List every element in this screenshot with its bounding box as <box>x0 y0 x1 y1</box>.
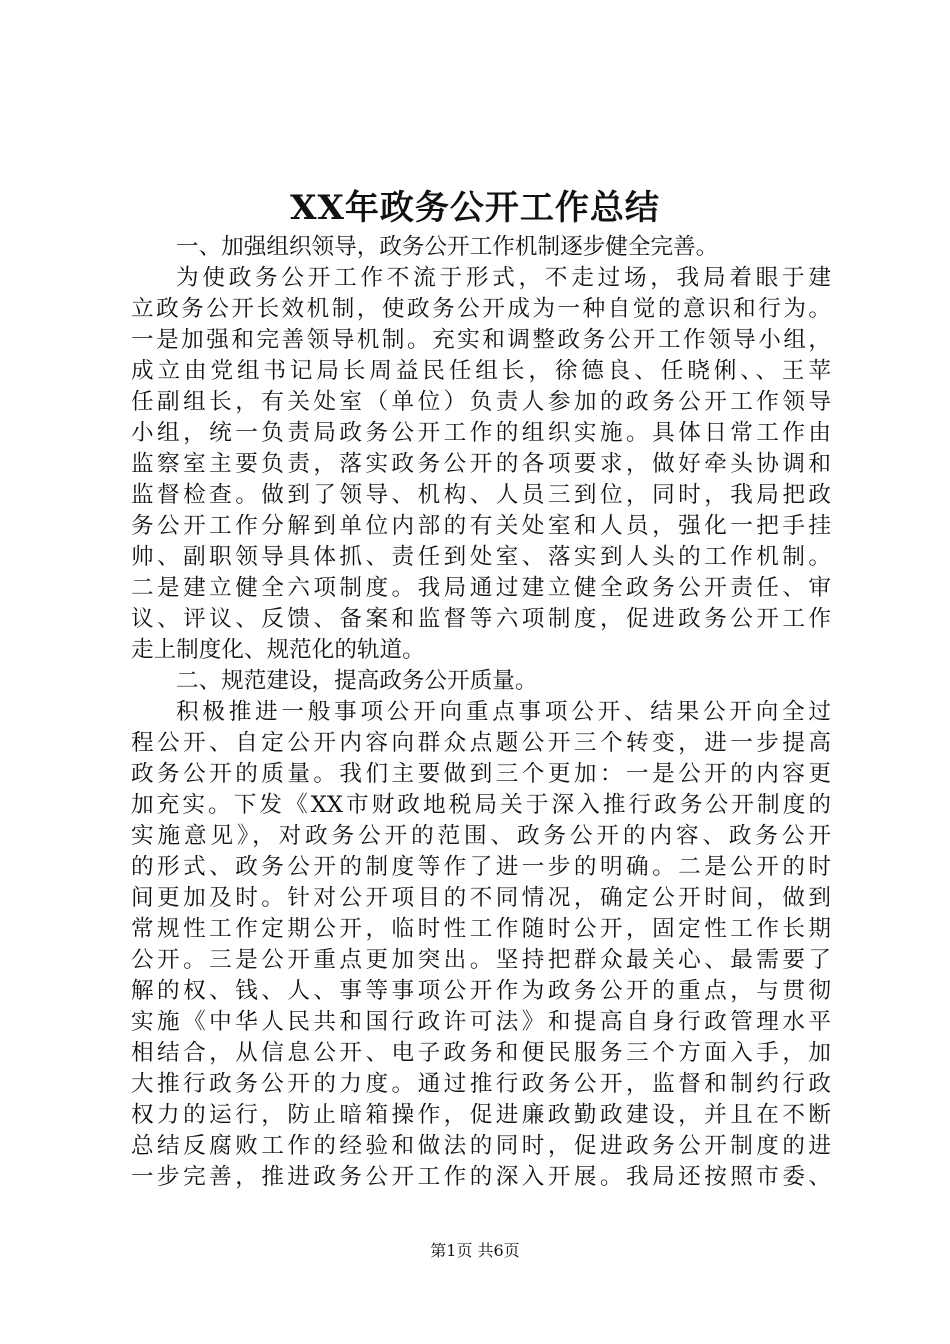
text-line: 任副组长，有关处室（单位）负责人参加的政务公开工作领导 <box>131 389 831 415</box>
text-line: 的形式、政务公开的制度等作了进一步的明确。二是公开的时 <box>131 854 831 880</box>
text-line: 务公开工作分解到单位内部的有关处室和人员，强化一把手挂 <box>131 513 831 539</box>
text-line: 总结反腐败工作的经验和做法的同时，促进政务公开制度的进 <box>131 1133 831 1159</box>
text-line: 帅、副职领导具体抓、责任到处室、落实到人头的工作机制。 <box>131 544 831 570</box>
text-line: 实施意见》，对政务公开的范围、政务公开的内容、政务公开 <box>131 823 831 849</box>
text-line: 实施《中华人民共和国行政许可法》和提高自身行政管理水平 <box>131 1009 831 1035</box>
text-line: 监察室主要负责，落实政务公开的各项要求，做好牵头协调和 <box>131 451 831 477</box>
text-line: 加充实。下发《XX市财政地税局关于深入推行政务公开制度的 <box>131 792 831 818</box>
text-line: 大推行政务公开的力度。通过推行政务公开，监督和制约行政 <box>131 1071 831 1097</box>
text-line: 程公开、自定公开内容向群众点题公开三个转变，进一步提高 <box>131 730 831 756</box>
text-line: 小组，统一负责局政务公开工作的组织实施。具体日常工作由 <box>131 420 831 446</box>
document-title: XX年政务公开工作总结 <box>290 188 660 228</box>
text-line: 政务公开的质量。我们主要做到三个更加：一是公开的内容更 <box>131 761 831 787</box>
text-line: 一是加强和完善领导机制。充实和调整政务公开工作领导小组， <box>131 327 831 353</box>
text-line: 间更加及时。针对公开项目的不同情况，确定公开时间，做到 <box>131 885 831 911</box>
document-body <box>131 232 831 1193</box>
text-line: 解的权、钱、人、事等事项公开作为政务公开的重点，与贯彻 <box>131 978 831 1004</box>
page-number-footer: 第1页 共6页 <box>430 1241 520 1260</box>
section-heading-2: 二、规范建设，提高政务公开质量。 <box>176 668 538 694</box>
text-line: 立政务公开长效机制，使政务公开成为一种自觉的意识和行为。 <box>131 296 831 322</box>
text-line: 议、评议、反馈、备案和监督等六项制度，促进政务公开工作 <box>131 606 831 632</box>
text-line: 监督检查。做到了领导、机构、人员三到位，同时，我局把政 <box>131 482 831 508</box>
section-heading-1: 一、加强组织领导，政务公开工作机制逐步健全完善。 <box>176 234 719 260</box>
text-line: 公开。三是公开重点更加突出。坚持把群众最关心、最需要了 <box>131 947 831 973</box>
text-line: 积极推进一般事项公开向重点事项公开、结果公开向全过 <box>176 699 831 725</box>
text-line: 为使政务公开工作不流于形式，不走过场，我局着眼于建 <box>176 265 831 291</box>
text-line: 成立由党组书记局长周益民任组长，徐德良、任晓俐、、王苹 <box>131 358 831 384</box>
text-line: 相结合，从信息公开、电子政务和便民服务三个方面入手，加 <box>131 1040 831 1066</box>
text-line: 一步完善，推进政务公开工作的深入开展。我局还按照市委、 <box>131 1164 831 1190</box>
text-line: 二是建立健全六项制度。我局通过建立健全政务公开责任、审 <box>131 575 831 601</box>
text-line: 走上制度化、规范化的轨道。 <box>131 637 425 663</box>
text-line: 常规性工作定期公开，临时性工作随时公开，固定性工作长期 <box>131 916 831 942</box>
text-line: 权力的运行，防止暗箱操作，促进廉政勤政建设，并且在不断 <box>131 1102 831 1128</box>
